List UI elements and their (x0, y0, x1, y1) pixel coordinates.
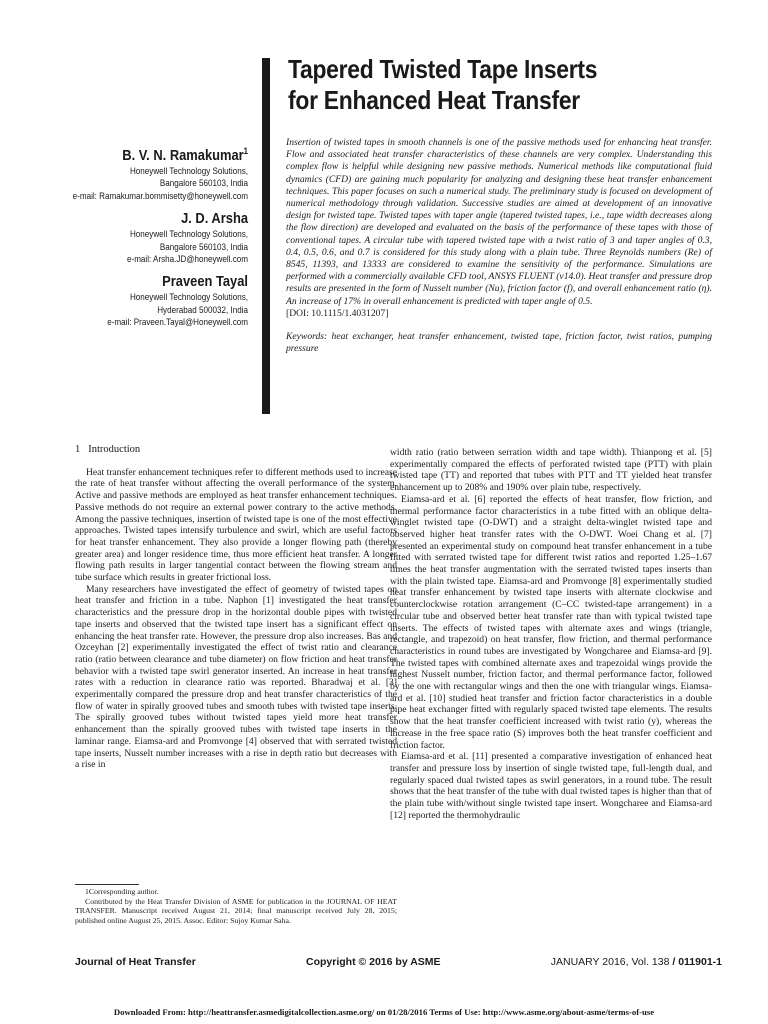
body-paragraph: width ratio (ratio between serration width and tape width). Thianpong et al. [5] experimentally compared the effects of perforated twisted tape (PTT) with plain twisted tape (TT) and reported that tubes with PTT and TT yielded heat transfer enhancement up to 208% and 190% over plain tube, respectively. (390, 447, 712, 494)
footnote: 1Corresponding author. (85, 887, 159, 896)
page-footer (75, 956, 722, 968)
affiliation-line: Honeywell Technology Solutions, (129, 292, 248, 303)
affiliation-line: Honeywell Technology Solutions, (129, 229, 248, 240)
footnote-rule (75, 884, 139, 885)
affiliation-line: Bangalore 560103, India (159, 178, 248, 189)
section-title: Introduction (88, 444, 141, 455)
author-name: Praveen Tayal (162, 273, 248, 291)
author-name: J. D. Arsha (181, 210, 248, 228)
affiliation-line: Honeywell Technology Solutions, (129, 166, 248, 176)
corresponding-marker: 1 (243, 146, 248, 156)
author-3 (40, 272, 248, 328)
author-2 (40, 209, 248, 265)
title-line-2: for Enhanced Heat Transfer (288, 85, 580, 115)
page-number: / 011901-1 (672, 956, 722, 968)
issue-info: JANUARY 2016, Vol. 138 / 011901-1 (550, 956, 722, 968)
body-paragraph: Heat transfer enhancement techniques refer to different methods used to increase the rate of heat transfer without affecting the overall performance of the system. Active and passive methods are employed as heat transfer enhancement techniques. Passive methods do not require an external power contrary to the active methods. Among the passive techniques, insertion of twisted tape is one of the most effective approaches. Twisted tapes intensify turbulence and swirl, which are useful factors for heat transfer enhancement. They also provide a longer flowing path (thereby greater area) and longer residence time, thus more efficient heat transfer. A longer flowing path results in larger tangential contact between the flowing stream and tube surface which results in greater frictional loss. (75, 466, 397, 584)
author-email[interactable]: e-mail: Praveen.Tayal@Honeywell.com (107, 317, 248, 328)
affiliation-line: Bangalore 560103, India (159, 241, 248, 252)
doi[interactable]: [DOI: 10.1115/1.4031207] (286, 307, 389, 319)
body-column-left (75, 444, 397, 771)
copyright: Copyright © 2016 by ASME (305, 956, 441, 968)
author-1 (40, 142, 248, 202)
section-number: 1 (75, 444, 81, 455)
footnotes (75, 887, 397, 925)
author-email[interactable]: e-mail: Ramakumar.bommisetty@honeywell.com (72, 190, 248, 201)
affiliation-line: Hyderabad 500032, India (157, 304, 248, 315)
author-name: B. V. N. Ramakumar (122, 147, 244, 164)
abstract (286, 137, 712, 355)
title-line-1: Tapered Twisted Tape Inserts (288, 54, 598, 84)
paper-title (288, 54, 675, 116)
keywords: Keywords: heat exchanger, heat transfer enhancement, twisted tape, friction factor, twist ratios, pumping pressure (286, 331, 712, 355)
abstract-text: Insertion of twisted tapes in smooth channels is one of the passive methods used for enhancing heat transfer. Flow and associated heat transfer characteristics of these channels are very complex. Understanding this complex flow is helpful while designing new passive methods. Numerical methods like computational fluid dynamics (CFD) are gaining much popularity for analyzing and designing these heat transfer enhancement techniques. This paper focuses on such a numerical study. The preliminary study is focused on development of numerical methodology through validation. Successive studies are aimed at development of an innovative design for twisted tape. Twisted tapes with taper angle (tapered twisted tapes, i.e., tape width decreases along the flow direction) are developed and evaluated on the basis of the performance of these tapes with those of conventional tapes. A circular tube with tapered twisted tape with a twist ratio of 3 and taper angles of 0.3, 0.4, 0.5, 0.6, and 0.7 is considered for this study along with a plain tube. Three Reynolds numbers (Re) of 8545, 11393, and 13333 are considered to examine the sensitivity of the performance. Simulations are performed with a commercially available CFD tool, ANSYS FLUENT (v14.0). Heat transfer and pressure drop results are presented in the form of Nusselt number (Nu), friction factor (f), and overall enhancement ratio (η). An increase of 17% in overall enhancement is predicted with taper angle of 0.5. [DOI: 10.1115/1.4031207] (286, 137, 712, 319)
body-paragraph: Eiamsa-ard et al. [6] reported the effects of heat transfer, flow friction, and thermal performance factor characteristics in a tube fitted with an oblique delta-winglet twisted tape (O-DWT) and a straight delta-winglet twisted tape and observed higher heat transfer rates with the O-DWT. Woei Chang et al. [7] presented an experimental study on compound heat transfer enhancement in a tube fitted with serrated twisted tape for different twist ratios and reported 1.25–1.67 times the heat transfer augmentation with the serrated twisted tapes inserts than with the plain twisted tape. Eiamsa-ard and Promvonge [8] experimentally studied heat transfer enhancement by twisted tape inserts with alternate clockwise and counterclockwise rotation arrangement (C–CC twisted-tape arrangement) in a circular tube and observed better heat transfer rate than with typical twisted tape inserts. The effects of twisted tapes with alternate axes and wings (triangle, rectangle, and trapezoid) on heat transfer, flow friction, and thermal performance characteristics in round tubes are investigated by Wongcharee and Eiamsa-ard [9]. The twisted tapes with combined alternate axes and trapezoidal wings provide the highest Nusselt number, friction factor, and thermal performance factor, followed by the one with rectangular wings and then the one with triangular wings. Eiamsa-ard et al. [10] studied heat transfer and friction factor characteristics in a double pipe heat exchanger fitted with regularly spaced twisted tape elements. The results show that the heat transfer coefficient increased with twist ratio (y), whereas the increase in the free space ratio (S) improves both the heat transfer coefficient and friction factor. (390, 493, 712, 751)
body-paragraph: Many researchers have investigated the effect of geometry of twisted tapes on heat transfer and friction in a tube. Naphon [1] investigated the heat transfer characteristics and the pressure drop in the horizontal double pipes with twisted tape inserts and observed that the twisted tape insert has a significant effect on enhancing the heat transfer rate. However, the pressure drop also increases. Bas and Ozceyhan [2] experimentally investigated the effect of twist ratio and clearance ratio (ratio between clearance and tube diameter) on flow friction and heat transfer behavior with a twisted tape swirl generator inserted. An increase in heat transfer rates with a reduction in clearance ratio was reported. Bharadwaj et al. [3] experimentally compared the pressure drop and heat transfer characteristics of the flow of water in spirally grooved tubes and smooth tubes with twisted tape inserts. The spirally grooved tubes without twisted tapes yield more heat transfer enhancement than the spirally grooved tubes with twisted tape inserts in the laminar range. Eiamsa-ard and Promvonge [4] observed that with serrated twisted tape inserts, Nusselt number increases with a rise in depth ratio but decreases with a rise in (75, 583, 397, 771)
body-column-right (390, 447, 712, 822)
author-list (40, 142, 248, 336)
title-rule (262, 58, 270, 414)
author-email[interactable]: e-mail: Arsha.JD@honeywell.com (127, 254, 248, 265)
footnote: Contributed by the Heat Transfer Division of ASME for publication in the JOURNAL OF HEAT TRANSFER. Manuscript received August 21, 2014; final manuscript received July 28, 2015; published online August 25, 2015. Assoc. Editor: Sujoy Kumar Saha. (75, 896, 397, 925)
body-paragraph: Eiamsa-ard et al. [11] presented a comparative investigation of enhanced heat transfer and pressure loss by insertion of single twisted tape, full-length dual, and regularly spaced dual twisted tapes as swirl generators, in a round tube. The result shows that the heat transfer of the tube with dual twisted tapes is higher than that of the plain tube with/without single twisted tape insert. Wongcharee and Eiamsa-ard [12] reported the thermohydraulic (390, 751, 712, 821)
journal-name: Journal of Heat Transfer (75, 956, 196, 968)
section-heading (75, 444, 397, 456)
download-notice[interactable]: Downloaded From: http://heattransfer.asmedigitalcollection.asme.org/ on 01/28/2016 Terms of Use: http://www.asme.org/about-asme/terms-of-use (113, 1007, 655, 1017)
